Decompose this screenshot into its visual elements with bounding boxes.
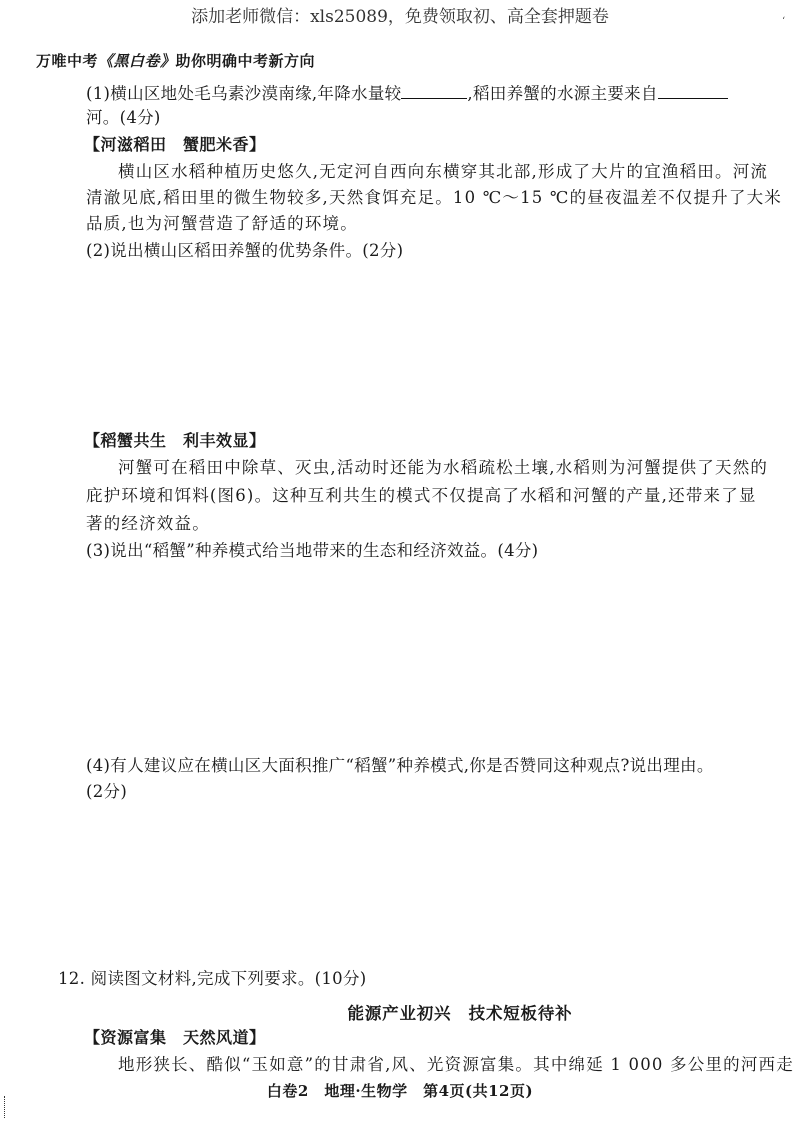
material-title: 能源产业初兴 技术短板待补 [347, 1004, 573, 1023]
watermark-text: 添加老师微信：xls25089，免费领取初、高全套押题卷 [191, 7, 609, 27]
answer-area-q2[interactable] [86, 265, 766, 415]
page-footer: 白卷2 地理·生物学 第4页(共12页) [266, 1082, 534, 1100]
section2-line: 庇护环境和饵料(图6)。这种互利共生的模式不仅提高了水稻和河蟹的产量,还带来了显 [86, 486, 757, 505]
section-heading-1: 【河滋稻田 蟹肥米香】 [84, 135, 266, 154]
question-4-line-1: (4)有人建议应在横山区大面积推广“稻蟹”种养模式,你是否赞同这种观点?说出理由。 [86, 756, 714, 775]
section1-line: 品质,也为河蟹营造了舒适的环境。 [86, 214, 358, 233]
page-header [36, 50, 315, 71]
section-heading-3: 【资源富集 天然风道】 [84, 1028, 266, 1047]
section1-line: 横山区水稻种植历史悠久,无定河自西向东横穿其北部,形成了大片的宜渔稻田。河流 [118, 162, 769, 181]
q1-text-b: ,稻田养蟹的水源主要来自 [467, 84, 658, 103]
brand-prefix: 万唯中考 [36, 52, 99, 70]
answer-area-q4[interactable] [86, 806, 766, 956]
section-heading-2: 【稻蟹共生 利丰效显】 [84, 431, 266, 450]
q1-blank-2[interactable] [658, 82, 728, 99]
section2-line: 著的经济效益。 [86, 514, 210, 533]
q1-text-a: (1)横山区地处毛乌素沙漠南缘,年降水量较 [86, 84, 402, 103]
brand-name: 《黑白卷》 [98, 52, 176, 70]
question-1-line-1 [86, 80, 728, 104]
q1-blank-1[interactable] [401, 82, 467, 99]
question-12-stem: 12. 阅读图文材料,完成下列要求。(10分) [58, 969, 367, 988]
section1-line: 清澈见底,稻田里的微生物较多,天然食饵充足。10 ℃～15 ℃的昼夜温差不仅提升了大米 [86, 188, 782, 207]
material-line: 地形狭长、酷似“玉如意”的甘肃省,风、光资源富集。其中绵延 1 000 多公里的河西走 [118, 1055, 794, 1074]
edge-mark [4, 1096, 8, 1118]
brand-tagline: 助你明确中考新方向 [175, 52, 316, 70]
question-4-line-2: (2分) [86, 782, 128, 801]
question-2: (2)说出横山区稻田养蟹的优势条件。(2分) [86, 241, 404, 260]
question-3: (3)说出“稻蟹”种养模式给当地带来的生态和经济效益。(4分) [86, 541, 539, 560]
answer-area-q3[interactable] [86, 565, 766, 740]
section2-line: 河蟹可在稻田中除草、灭虫,活动时还能为水稻疏松土壤,水稻则为河蟹提供了天然的 [118, 458, 769, 477]
q1-text-c: 河。(4分) [86, 108, 161, 127]
corner-mark: ‘ [782, 16, 786, 27]
